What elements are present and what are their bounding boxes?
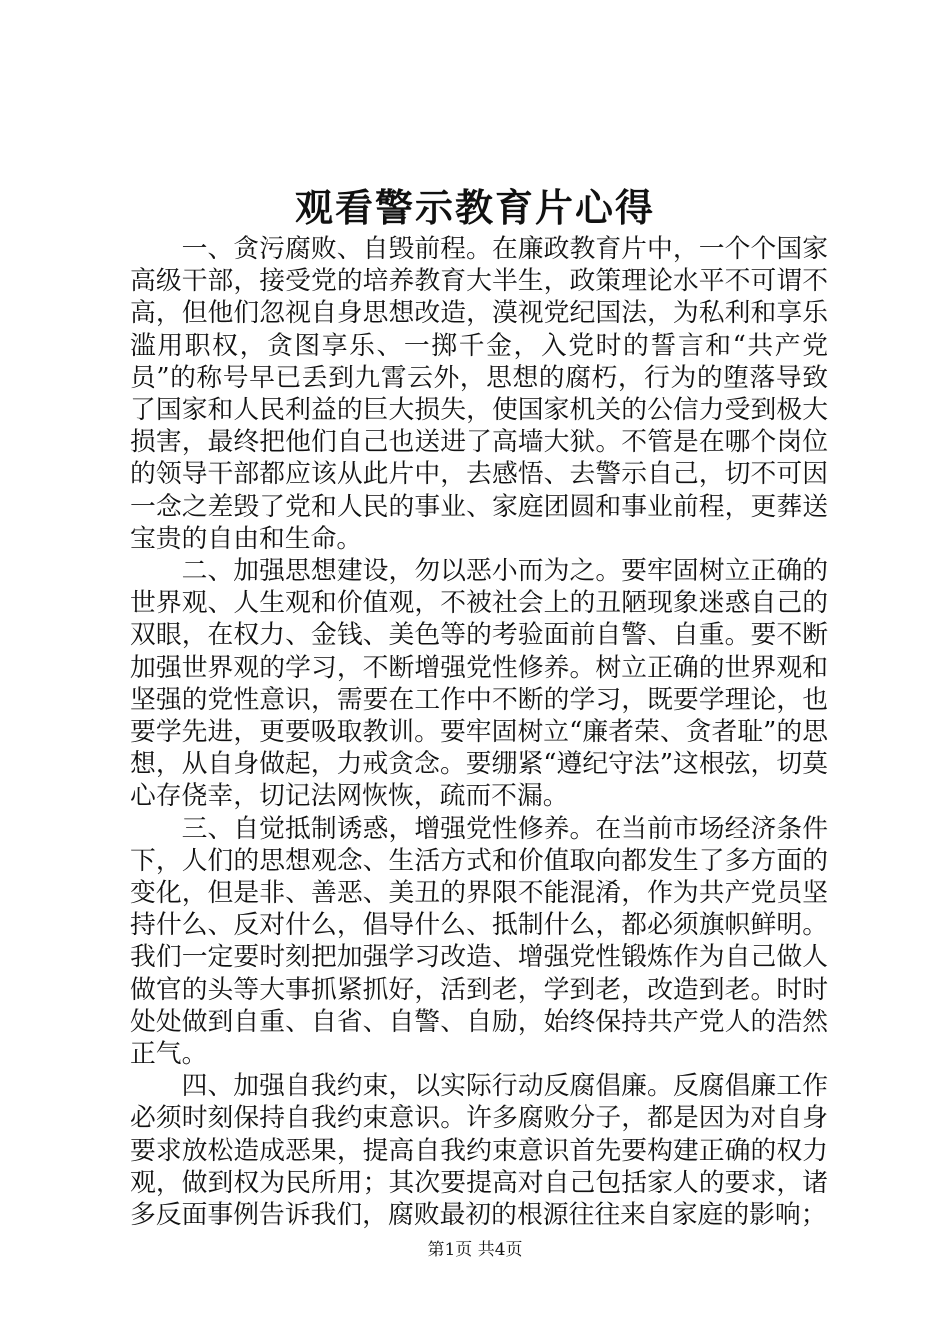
document-body xyxy=(130,233,828,1231)
page-footer: 第1页 共4页 xyxy=(427,1240,523,1260)
paragraph-2: 二、加强思想建设，勿以恶小而为之。要牢固树立正确的世界观、人生观和价值观，不被社会上的丑陋现象迷惑自己的双眼，在权力、金钱、美色等的考验面前自警、自重。要不断加强世界观的学习，不断增强党性修养。树立正确的世界观和坚强的党性意识，需要在工作中不断的学习，既要学理论，也要学先进，更要吸取教训。要牢固树立“廉者荣、贪者耻”的思想，从自身做起，力戒贪念。要绷紧“遵纪守法”这根弦，切莫心存侥幸，切记法网恢恢，疏而不漏。 xyxy=(130,556,828,812)
paragraph-4: 四、加强自我约束，以实际行动反腐倡廉。反腐倡廉工作必须时刻保持自我约束意识。许多腐败分子，都是因为对自身要求放松造成恶果，提高自我约束意识首先要构建正确的权力观，做到权为民所用；其次要提高对自己包括家人的要求，诸多反面事例告诉我们，腐败最初的根源往往来自家庭的影响； xyxy=(130,1071,828,1231)
page-title: 观看警示教育片心得 xyxy=(294,185,655,230)
paragraph-3: 三、自觉抵制诱惑，增强党性修养。在当前市场经济条件下，人们的思想观念、生活方式和价值取向都发生了多方面的变化，但是非、善恶、美丑的界限不能混淆，作为共产党员坚持什么、反对什么，倡导什么、抵制什么，都必须旗帜鲜明。我们一定要时刻把加强学习改造、增强党性锻炼作为自己做人做官的头等大事抓紧抓好，活到老，学到老，改造到老。时时处处做到自重、自省、自警、自励，始终保持共产党人的浩然正气。 xyxy=(130,813,828,1070)
paragraph-1: 一、贪污腐败、自毁前程。在廉政教育片中，一个个国家高级干部，接受党的培养教育大半生，政策理论水平不可谓不高，但他们忽视自身思想改造，漠视党纪国法，为私利和享乐滥用职权，贪图享乐、一掷千金，入党时的誓言和“共产党员”的称号早已丢到九霄云外，思想的腐朽，行为的堕落导致了国家和人民利益的巨大损失，使国家机关的公信力受到极大损害，最终把他们自己也送进了高墙大狱。不管是在哪个岗位的领导干部都应该从此片中，去感悟、去警示自己，切不可因一念之差毁了党和人民的事业、家庭团圆和事业前程，更葬送宝贵的自由和生命。 xyxy=(130,234,828,554)
